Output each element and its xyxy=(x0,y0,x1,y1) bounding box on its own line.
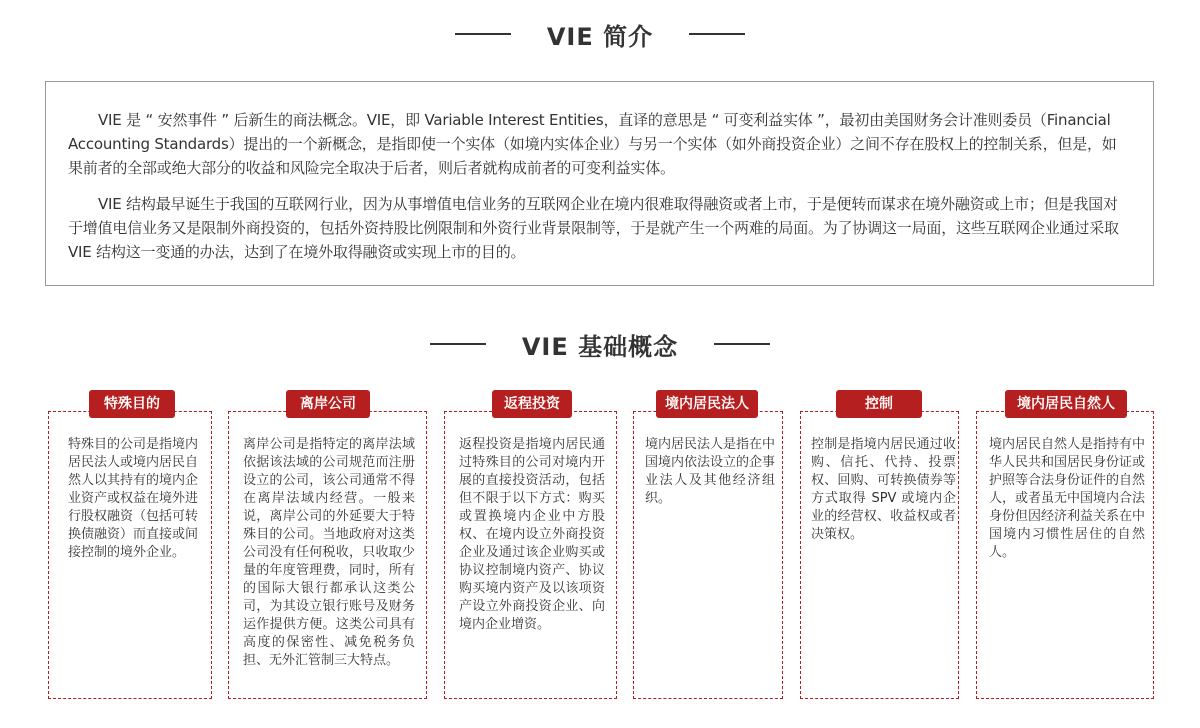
concepts-section-title: VIE 基础概念 xyxy=(521,332,679,361)
intro-paragraph-1: VIE 是 “ 安然事件 ” 后新生的商法概念。VIE，即 Variable Interest Entities，直译的意思是 “ 可变利益实体 ”，最初由美国财务会计准则委员（Financial Accounting Standards）提出的一个新概念，是指即使一个实体（如境内实体企业）与另一个实体（如外商投资企业）之间不存在股权上的控制关系，但是，如果前者的全部或绝大部分的收益和风险完全取决于后者，则后者就构成前者的可变利益实体。 xyxy=(68,111,1117,177)
intro-text-box xyxy=(45,81,1154,286)
concept-card-text: 控制是指境内居民通过收购、信托、代持、投票权、回购、可转换债券等方式取得 SPV 或境内企业的经营权、收益权或者决策权。 xyxy=(811,437,956,542)
concepts-section-heading xyxy=(0,326,1200,362)
concept-card-label: 返程投资 xyxy=(492,390,572,418)
concept-card-text: 离岸公司是指特定的离岸法域依据该法域的公司规范而注册设立的公司，该公司通常不得在离岸法域内经营。一般来说，离岸公司的外延要大于特殊目的公司。当地政府对这类公司没有任何税收，只收取少量的年度管理费，同时，所有的国际大银行都承认这类公司，为其设立银行账号及财务运作提供方便。这类公司具有高度的保密性、减免税务负担、无外汇管制三大特点。 xyxy=(243,437,415,668)
heading-rule-right xyxy=(689,33,745,35)
concept-card-text: 特殊目的公司是指境内居民法人或境内居民自然人以其持有的境内企业资产或权益在境外进行股权融资（包括可转换债融资）而直接或间接控制的境外企业。 xyxy=(68,437,199,560)
concept-card-label: 控制 xyxy=(836,390,922,418)
heading-rule-left xyxy=(430,343,486,345)
concept-card-domestic-natural-person xyxy=(976,396,1154,699)
concept-card-label: 境内居民法人 xyxy=(656,390,758,418)
heading-rule-left xyxy=(455,33,511,35)
concept-card-text: 境内居民自然人是指持有中华人民共和国居民身份证或护照等合法身份证件的自然人，或者虽无中国境内合法身份但因经济利益关系在中国境内习惯性居住的自然人。 xyxy=(989,437,1146,560)
concept-card-offshore-company xyxy=(228,396,427,699)
concept-card-label: 境内居民自然人 xyxy=(1005,390,1127,418)
intro-paragraph-2: VIE 结构最早诞生于我国的互联网行业，因为从事增值电信业务的互联网企业在境内很难取得融资或者上市，于是便转而谋求在境外融资或上市；但是我国对于增值电信业务又是限制外商投资的，包括外资持股比例限制和外资行业背景限制等，于是就产生一个两难的局面。为了协调这一局面，这些互联网企业通过采取 VIE 结构这一变通的办法，达到了在境外取得融资或实现上市的目的。 xyxy=(68,195,1119,261)
heading-rule-right xyxy=(714,343,770,345)
concept-card-label: 离岸公司 xyxy=(286,390,370,418)
concept-card-control xyxy=(800,396,959,699)
concept-card-round-trip-investment xyxy=(444,396,617,699)
concept-card-text: 返程投资是指境内居民通过特殊目的公司对境内开展的直接投资活动，包括但不限于以下方式：购买或置换境内企业中方股权、在境内设立外商投资企业及通过该企业购买或协议控制境内资产、协议购买境内资产及以该项资产设立外商投资企业、向境内企业增资。 xyxy=(459,437,605,632)
concept-card-text: 境内居民法人是指在中国境内依法设立的企事业法人及其他经济组织。 xyxy=(645,437,776,506)
concept-card-special-purpose xyxy=(48,396,212,699)
concept-card-label: 特殊目的 xyxy=(89,390,175,418)
intro-section-heading xyxy=(0,16,1200,52)
intro-section-title: VIE 简介 xyxy=(546,22,654,51)
concept-card-domestic-legal-person xyxy=(633,396,783,699)
